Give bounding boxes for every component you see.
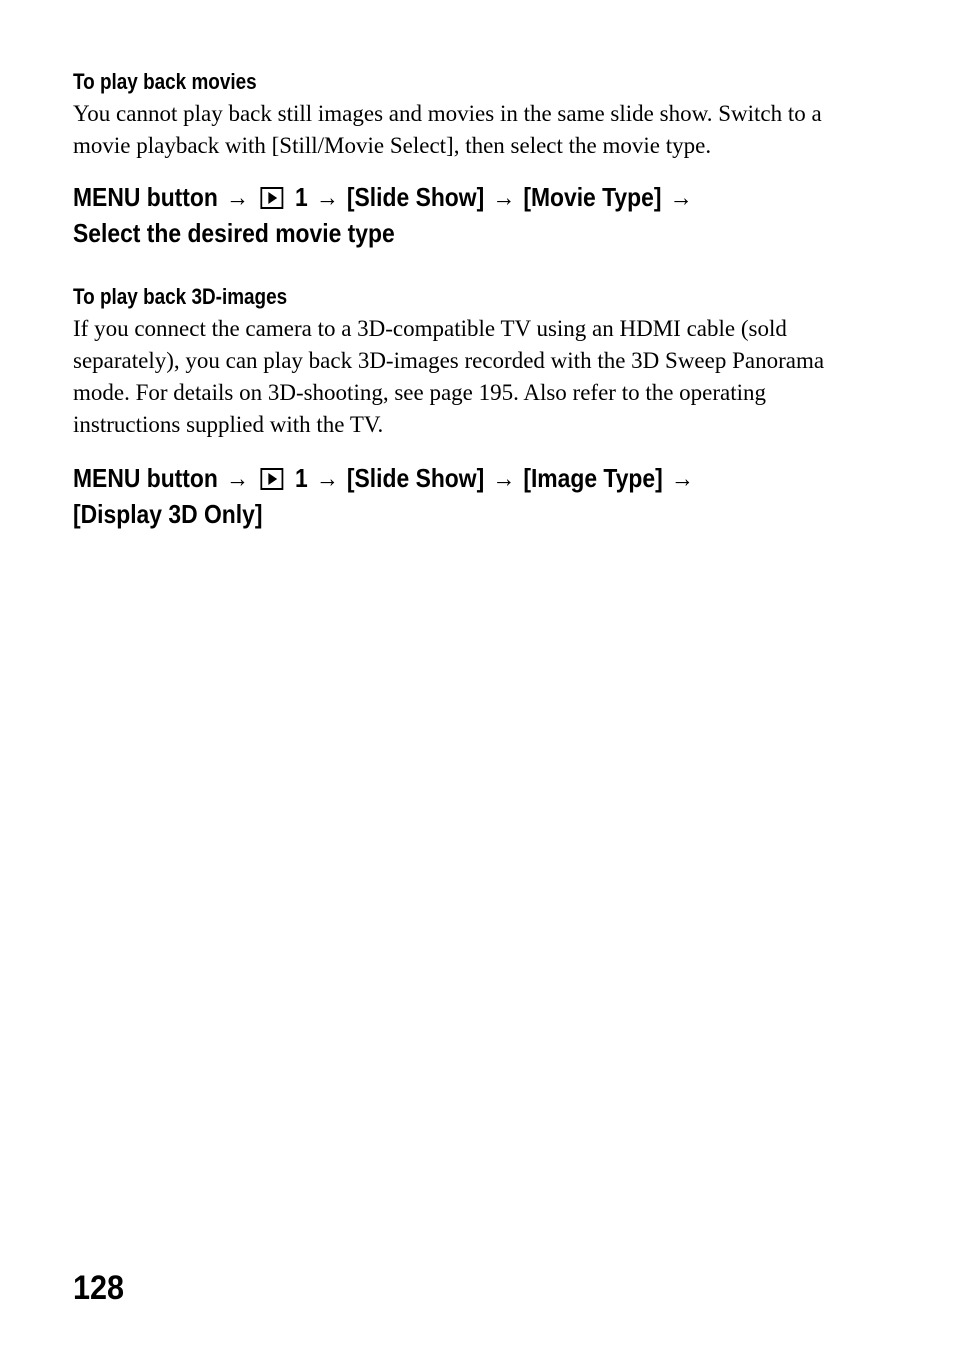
section-heading: To play back 3D-images [73,283,288,309]
menu-path-final: Select the desired movie type [73,217,395,248]
playback-icon [261,468,284,490]
page-number: 128 [73,1269,125,1307]
section-play-back-movies [73,66,873,251]
section-body: If you connect the camera to a 3D-compatible TV using an HDMI cable (sold separately), you can play back 3D-images recorded with the 3D Sweep Panorama mode. For details on 3D-shooting, see page 195. Also refer to the operating instructions supplied with the TV. [73,315,825,438]
manual-page [73,66,873,532]
section-play-back-3d-images [73,281,873,532]
menu-step: [Image Type] [523,462,663,493]
arrow-icon: → [315,181,339,212]
arrow-icon: → [225,181,249,212]
menu-path [73,179,865,251]
section-heading: To play back movies [73,69,257,94]
arrow-icon: → [492,462,516,493]
menu-path [73,460,865,532]
menu-step: [Slide Show] [346,462,485,493]
menu-tab-number: 1 [295,181,308,212]
menu-step: [Movie Type] [523,181,662,212]
arrow-icon: → [315,462,339,493]
section-body: You cannot play back still images and movies in the same slide show. Switch to a movie playback with [Still/Movie Select], then select the movie type. [73,101,822,159]
arrow-icon: → [669,181,693,212]
playback-icon [261,187,284,209]
arrow-icon: → [492,181,516,212]
menu-path-start: MENU button [73,181,218,212]
menu-step: [Slide Show] [346,181,485,212]
menu-path-start: MENU button [73,462,218,493]
arrow-icon: → [225,462,249,493]
arrow-icon: → [670,462,694,493]
menu-tab-number: 1 [295,462,308,493]
menu-path-final: [Display 3D Only] [73,498,263,529]
